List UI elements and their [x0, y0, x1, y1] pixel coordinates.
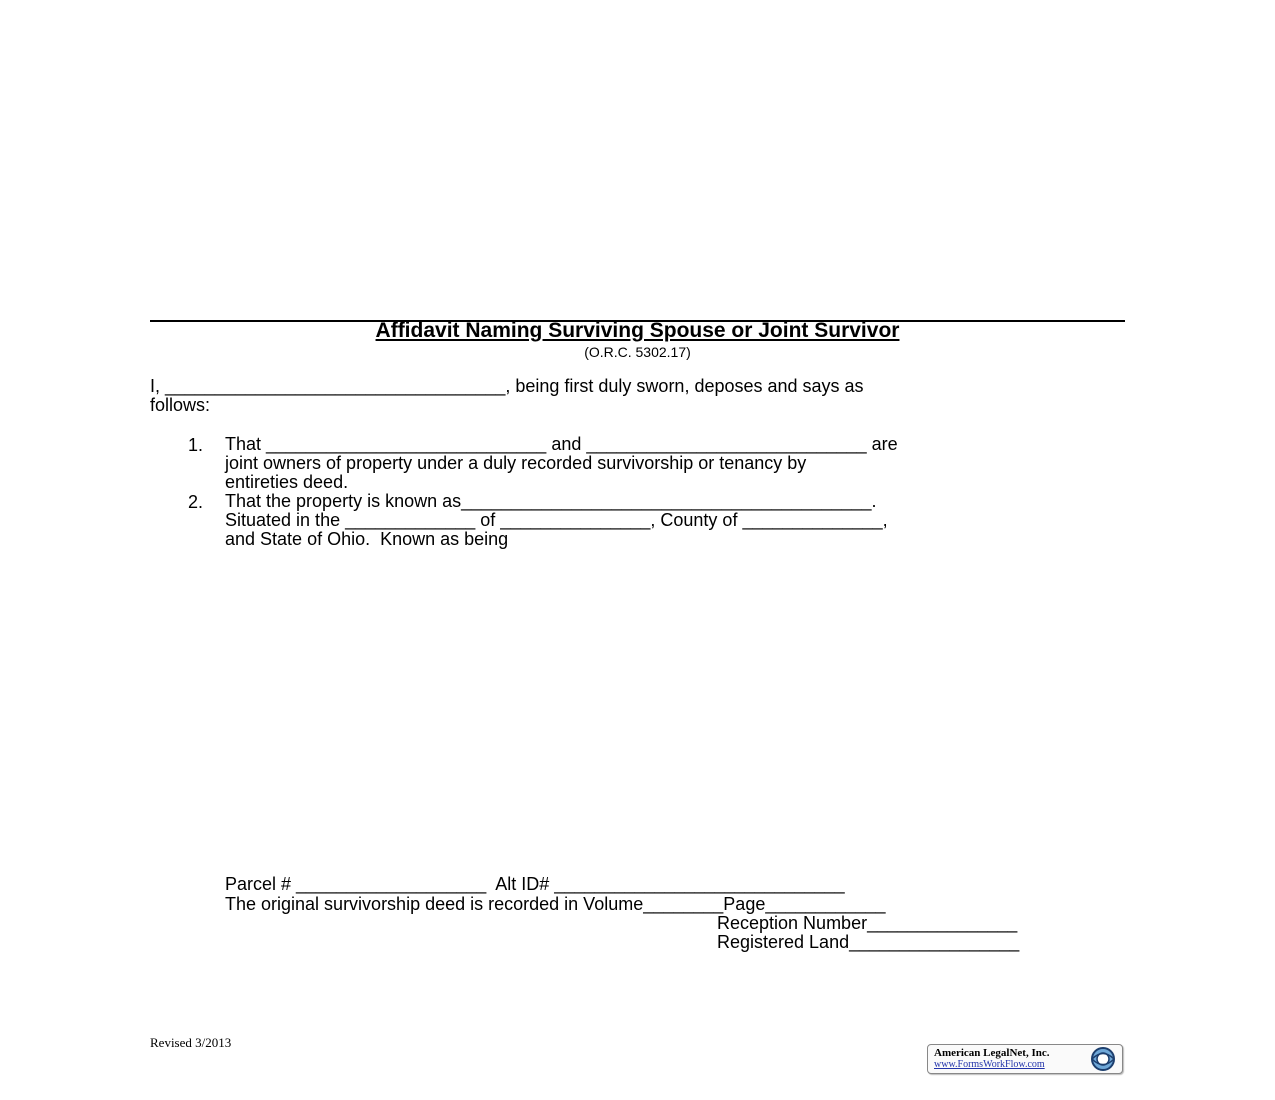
reception-line: Reception Number_______________ — [717, 913, 1018, 933]
form-title: Affidavit Naming Surviving Spouse or Joint Survivor — [375, 319, 900, 342]
item-2-line-2: Situated in the _____________ of _______________, County of ______________, — [225, 510, 888, 530]
logo-url-link[interactable]: www.FormsWorkFlow.com — [934, 1059, 1045, 1070]
item-1-number: 1. — [188, 435, 204, 455]
item-2-line-1: That the property is known as_________________________________________. — [225, 491, 877, 511]
item-1-line-1: That ____________________________ and ____________________________ are — [225, 434, 898, 454]
intro-line-2: follows: — [150, 395, 211, 415]
item-1-line-2: joint owners of property under a duly recorded survivorship or tenancy by — [225, 453, 807, 473]
intro-line-1: I, __________________________________, being first duly sworn, deposes and says as — [150, 376, 864, 396]
publisher-logo — [927, 1044, 1123, 1074]
globe-icon — [1086, 1046, 1120, 1072]
item-2-line-3: and State of Ohio. Known as being — [225, 529, 509, 549]
volume-line: The original survivorship deed is recorded in Volume________Page____________ — [225, 894, 886, 914]
registered-land-line: Registered Land_________________ — [717, 932, 1020, 952]
item-2-number: 2. — [188, 492, 204, 512]
logo-company-name: American LegalNet, Inc. — [934, 1047, 1050, 1059]
form-subtitle: (O.R.C. 5302.17) — [584, 344, 691, 360]
item-1-line-3: entireties deed. — [225, 472, 349, 492]
revised-date: Revised 3/2013 — [150, 1035, 232, 1050]
parcel-line: Parcel # ___________________ Alt ID# _____________________________ — [225, 874, 845, 894]
